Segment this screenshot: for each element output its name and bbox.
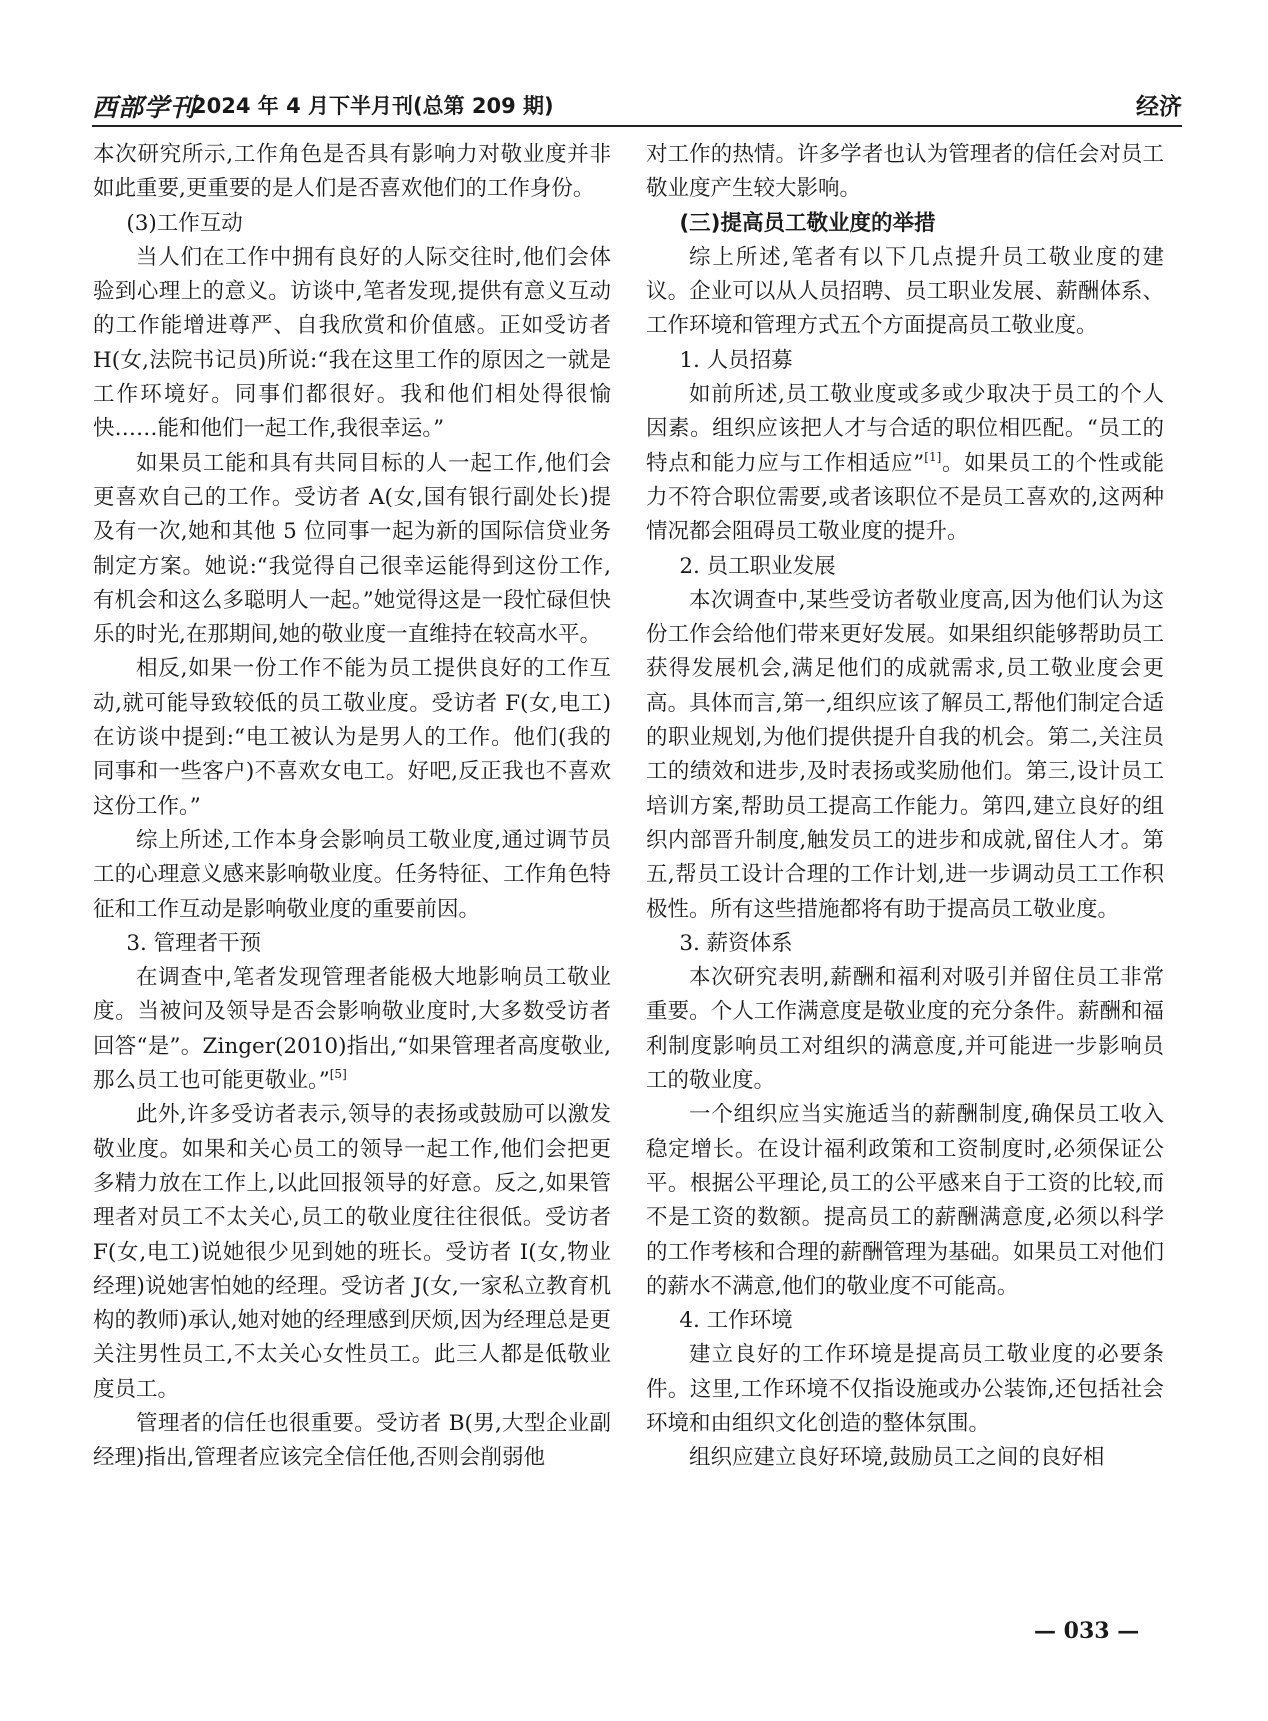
citation-ref: [1] (924, 449, 942, 464)
paragraph-text: 一个组织应当实施适当的薪酬制度,确保员工收入稳定增长。在设计福利政策和工资制度时,必须保证公平。根据公平理论,员工的公平感来自于工资的比较,而不是工资的数额。提高员工的薪酬满意度,必须以科学的工作考核和合理的薪酬管理为基础。如果员工对他们的薪水不满意,他们的敬业度不可能高。 (646, 1102, 1164, 1299)
paragraph (646, 138, 1164, 207)
section-heading (646, 207, 1164, 241)
paragraph-text: 相反,如果一份工作不能为员工提供良好的工作互动,就可能导致较低的员工敬业度。受访者 F(女,电工)在访谈中提到:“电工被认为是男人的工作。他们(我的同事和一些客户)不喜欢女电工。好吧,反正我也不喜欢这份工作。” (93, 656, 611, 819)
paragraph-text: 3. 薪资体系 (679, 930, 793, 956)
paragraph-text: 本次研究所示,工作角色是否具有影响力对敬业度并非如此重要,更重要的是人们是否喜欢他们的工作身份。 (93, 142, 611, 202)
paragraph-text: 本次研究表明,薪酬和福利对吸引并留住员工非常重要。个人工作满意度是敬业度的充分条件。薪酬和福利制度影响员工对组织的满意度,并可能进一步影响员工的敬业度。 (646, 965, 1164, 1094)
paragraph-text: 对工作的热情。许多学者也认为管理者的信任会对员工敬业度产生较大影响。 (646, 142, 1164, 202)
subsection-heading (646, 927, 1164, 961)
page-number: — 033 — (1034, 1618, 1140, 1644)
paragraph-text: 当人们在工作中拥有良好的人际交往时,他们会体验到心理上的意义。访谈中,笔者发现,提供有意义互动的工作能增进尊严、自我欣赏和价值感。正如受访者 H(女,法院书记员)所说:“我在这里工作的原因之一就是工作环境好。同事们都很好。我和他们相处得很愉快……能和他们一起工作,我很幸运。” (93, 244, 611, 442)
section-name: 经济 (1136, 94, 1182, 120)
subsection-heading (93, 207, 611, 241)
paragraph (646, 1338, 1164, 1441)
paragraph (646, 584, 1164, 927)
paragraph-text: 综上所述,笔者有以下几点提升员工敬业度的建议。企业可以从人员招聘、员工职业发展、薪酬体系、工作环境和管理方式五个方面提高员工敬业度。 (646, 244, 1164, 339)
paragraph (646, 1441, 1164, 1475)
paragraph (93, 241, 611, 447)
paragraph-text: 管理者的信任也很重要。受访者 B(男,大型企业副经理)指出,管理者应该完全信任他,否则会削弱他 (93, 1410, 611, 1471)
paragraph-text: 2. 员工职业发展 (679, 553, 836, 579)
paragraph-text: 此外,许多受访者表示,领导的表扬或鼓励可以激发敬业度。如果和关心员工的领导一起工作,他们会把更多精力放在工作上,以此回报领导的好意。反之,如果管理者对员工不太关心,员工的敬业度往往很低。受访者 F(女,电工)说她很少见到她的班长。受访者 I(女,物业经理)说她害怕她的经理。受访者 J(女,一家私立教育机构的教师)承认,她对她的经理感到厌烦,因为经理总是更关注男性员工,不太关心女性员工。此三人都是低敬业度员工。 (93, 1102, 611, 1402)
paragraph-text: 本次调查中,某些受访者敬业度高,因为他们认为这份工作会给他们带来更好发展。如果组织能够帮助员工获得发展机会,满足他们的成就需求,员工敬业度会更高。具体而言,第一,组织应该了解员工,帮他们制定合适的职业规划,为他们提供提升自我的机会。第二,关注员工的绩效和进步,及时表扬或奖励他们。第三,设计员工培训方案,帮助员工提高工作能力。第四,建立良好的组织内部晋升制度,触发员工的进步和成就,留住人才。第五,帮员工设计合理的工作计划,进一步调动员工工作积极性。所有这些措施都将有助于提高员工敬业度。 (646, 587, 1164, 922)
paragraph (646, 1098, 1164, 1304)
paragraph (93, 652, 611, 823)
paragraph-text: (三)提高员工敬业度的举措 (679, 210, 936, 236)
header-rule (92, 125, 1182, 127)
paragraph-text: 4. 工作环境 (679, 1308, 793, 1334)
paragraph (646, 378, 1164, 549)
paragraph-text: 如前所述,员工敬业度或多或少取决于员工的个人因素。组织应该把人才与合适的职位相匹配。“员工的特点和能力应与工作相适应” (646, 382, 1164, 476)
paragraph-text: 组织应建立良好环境,鼓励员工之间的良好相 (689, 1445, 1105, 1471)
subsection-heading (646, 1304, 1164, 1338)
paragraph (93, 447, 611, 653)
paragraph-text: 在调查中,笔者发现管理者能极大地影响员工敬业度。当被问及领导是否会影响敬业度时,大多数受访者回答“是”。Zinger(2010)指出,“如果管理者高度敬业,那么员工也可能更敬业。” (93, 965, 611, 1094)
paragraph-text: (3)工作互动 (126, 210, 243, 236)
paragraph-text: 3. 管理者干预 (126, 930, 262, 956)
paragraph (93, 1407, 611, 1476)
left-column (93, 138, 611, 1476)
right-column (646, 138, 1164, 1476)
issue-info: 2024 年 4 月下半月刊(总第 209 期) (192, 94, 554, 118)
subsection-heading (646, 550, 1164, 584)
subsection-heading (93, 927, 611, 961)
paragraph (646, 241, 1164, 344)
paragraph-text: 建立良好的工作环境是提高员工敬业度的必要条件。这里,工作环境不仅指设施或办公装饰,还包括社会环境和由组织文化创造的整体氛围。 (646, 1342, 1164, 1436)
paragraph-text-continued: 。如果员工的个性或能力不符合职位需要,或者该职位不是员工喜欢的,这两种情况都会阻碍员工敬业度的提升。 (646, 450, 1164, 545)
paragraph (93, 1098, 611, 1407)
journal-logo: 西部学刊 (92, 93, 197, 122)
subsection-heading (646, 344, 1164, 378)
paragraph (93, 138, 611, 207)
page-header (92, 88, 1182, 124)
paragraph-text: 1. 人员招募 (679, 347, 793, 373)
paragraph-text: 如果员工能和具有共同目标的人一起工作,他们会更喜欢自己的工作。受访者 A(女,国有银行副处长)提及有一次,她和其他 5 位同事一起为新的国际信贷业务制定方案。她说:“我觉得自己很幸运能得到这份工作,有机会和这么多聪明人一起。”她觉得这是一段忙碌但快乐的时光,在那期间,她的敬业度一直维持在较高水平。 (93, 450, 611, 648)
paragraph (646, 961, 1164, 1098)
paragraph (93, 961, 611, 1098)
paragraph-text: 综上所述,工作本身会影响员工敬业度,通过调节员工的心理意义感来影响敬业度。任务特征、工作角色特征和工作互动是影响敬业度的重要前因。 (93, 827, 611, 922)
paragraph (93, 824, 611, 927)
citation-ref: [5] (329, 1067, 347, 1082)
